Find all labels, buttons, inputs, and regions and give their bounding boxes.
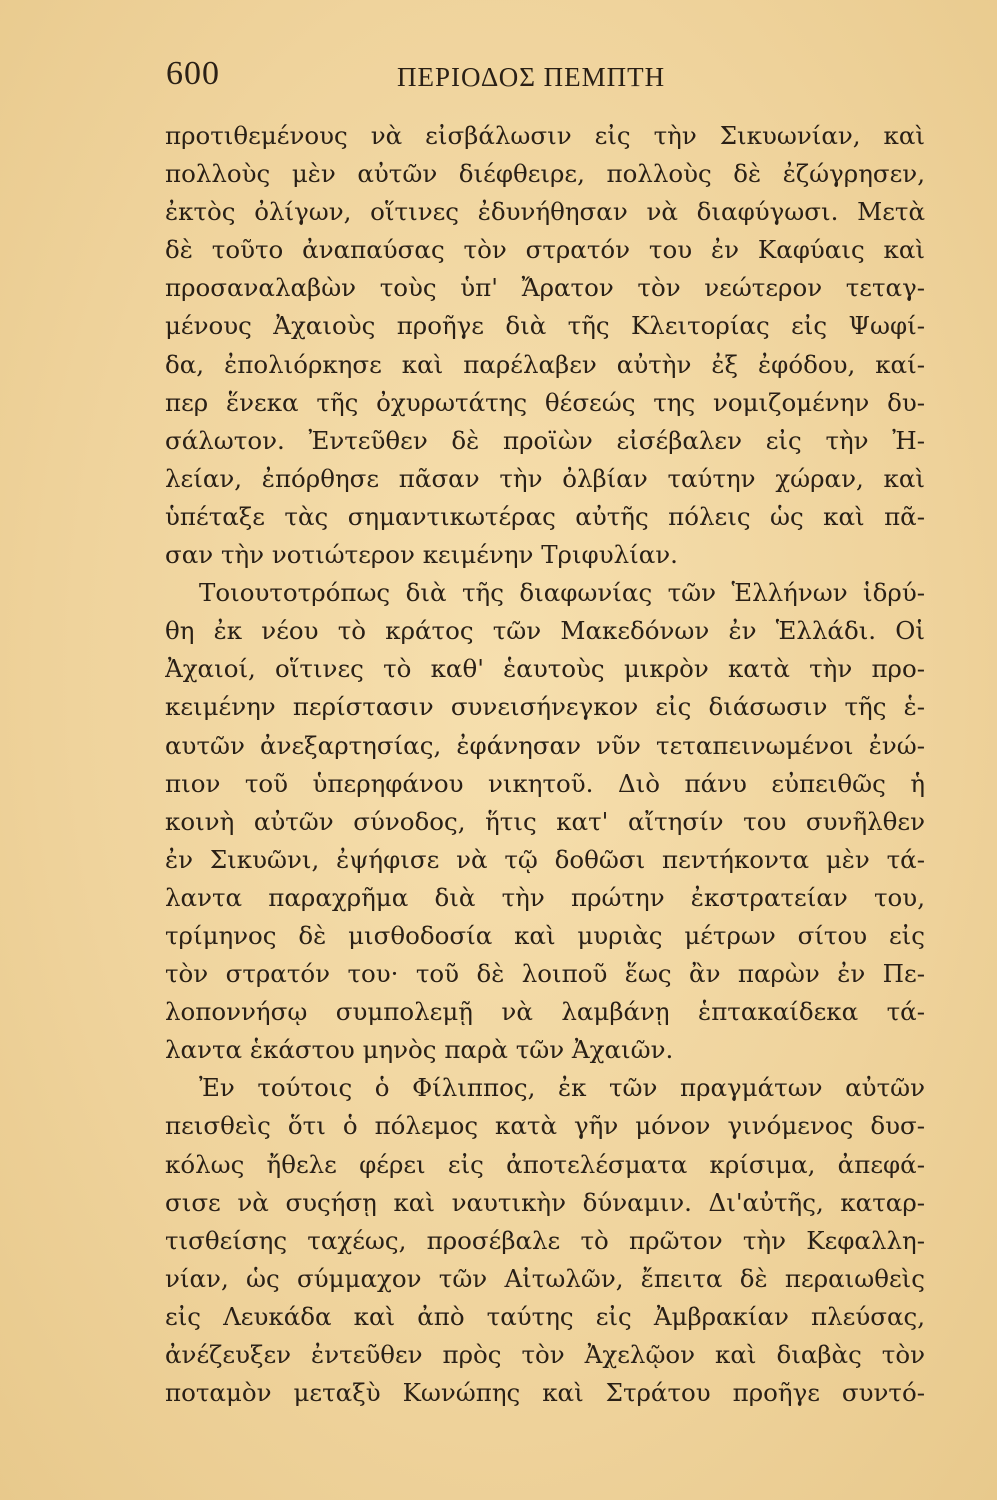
body-text — [165, 117, 925, 1412]
text-line: τισθείσης ταχέως, προσέβαλε τὸ πρῶτον τὴν Κεφαλλη- — [165, 1225, 925, 1255]
text-line: τὸν στρατόν του· τοῦ δὲ λοιποῦ ἕως ἂν παρὼν ἐν Πε- — [165, 959, 925, 989]
running-title: ΠΕΡΙΟΔΟΣ ΠΕΜΠΤΗ — [397, 62, 666, 92]
text-line: περ ἕνεκα τῆς ὀχυρωτάτης θέσεώς της νομιζομένην δυ- — [165, 387, 925, 417]
text-line: μένους Ἀχαιοὺς προῆγε διὰ τῆς Κλειτορίας εἰς Ψωφί- — [165, 311, 925, 341]
text-line: Τοιουτοτρόπως διὰ τῆς διαφωνίας τῶν Ἑλλήνων ἱδρύ- — [199, 578, 925, 608]
text-line: νίαν, ὡς σύμμαχον τῶν Αἰτωλῶν, ἔπειτα δὲ περαιωθεὶς — [165, 1263, 925, 1293]
text-line: πολλοὺς μὲν αὐτῶν διέφθειρε, πολλοὺς δὲ ἐζώγρησεν, — [165, 159, 925, 189]
text-line: θη ἐκ νέου τὸ κράτος τῶν Μακεδόνων ἐν Ἑλλάδι. Οἱ — [165, 616, 925, 646]
text-line: κειμένην περίστασιν συνεισήνεγκον εἰς διάσωσιν τῆς ἑ- — [165, 692, 925, 722]
text-line: πεισθεὶς ὅτι ὁ πόλεμος κατὰ γῆν μόνον γινόμενος δυσ- — [165, 1111, 925, 1141]
text-line: αυτῶν ἀνεξαρτησίας, ἐφάνησαν νῦν τεταπεινωμένοι ἐνώ- — [165, 730, 925, 760]
text-line: Ἀχαιοί, οἵτινες τὸ καθ' ἑαυτοὺς μικρὸν κατὰ τὴν προ- — [165, 654, 925, 684]
text-line: προτιθεμένους νὰ εἰσβάλωσιν εἰς τὴν Σικυωνίαν, καὶ — [165, 121, 925, 150]
text-line: κοινὴ αὐτῶν σύνοδος, ἥτις κατ' αἴτησίν του συνῆλθεν — [165, 806, 925, 836]
text-line: ἐν Σικυῶνι, ἐψήφισε νὰ τῷ δοθῶσι πεντήκοντα μὲν τά- — [165, 844, 925, 874]
page-number: 600 — [166, 55, 220, 92]
text-line: δα, ἐπολιόρκησε καὶ παρέλαβεν αὐτὴν ἐξ ἐφόδου, καί- — [165, 349, 925, 379]
page-header — [162, 55, 924, 103]
text-line: ποταμὸν μεταξὺ Κωνώπης καὶ Στράτου προῆγε συντό- — [165, 1378, 925, 1408]
text-line: προσαναλαβὼν τοὺς ὑπ' Ἄρατον τὸν νεώτερον τεταγ- — [165, 273, 925, 303]
text-line: σισε νὰ συςήσῃ καὶ ναυτικὴν δύναμιν. Δι'αὐτῆς, καταρ- — [165, 1187, 925, 1217]
text-line: κόλως ἤθελε φέρει εἰς ἀποτελέσματα κρίσιμα, ἀπεφά- — [165, 1149, 925, 1179]
text-line: λοποννήσῳ συμπολεμῇ νὰ λαμβάνῃ ἑπτακαίδεκα τά- — [165, 997, 925, 1027]
text-line: σάλωτον. Ἐντεῦθεν δὲ προϊὼν εἰσέβαλεν εἰς τὴν Ἠ- — [165, 425, 925, 455]
text-line: λαντα ἑκάστου μηνὸς παρὰ τῶν Ἀχαιῶν. — [165, 1035, 674, 1065]
text-line: Ἐν τούτοις ὁ Φίλιππος, ἐκ τῶν πραγμάτων αὐτῶν — [199, 1073, 925, 1103]
text-line: λαντα παραχρῆμα διὰ τὴν πρώτην ἐκστρατείαν του, — [165, 882, 925, 912]
text-line: ἀνέζευξεν ἐντεῦθεν πρὸς τὸν Ἀχελῷον καὶ διαβὰς τὸν — [165, 1340, 925, 1369]
text-line: ἐκτὸς ὀλίγων, οἵτινες ἐδυνήθησαν νὰ διαφύγωσι. Μετὰ — [165, 197, 925, 227]
text-line: σαν τὴν νοτιώτερον κειμένην Τριφυλίαν. — [165, 540, 678, 570]
text-line: εἰς Λευκάδα καὶ ἀπὸ ταύτης εἰς Ἀμβρακίαν πλεύσας, — [165, 1301, 925, 1331]
text-line: τρίμηνος δὲ μισθοδοσία καὶ μυριὰς μέτρων σίτου εἰς — [165, 920, 925, 950]
text-line: πιον τοῦ ὑπερηφάνου νικητοῦ. Διὸ πάνυ εὐπειθῶς ἡ — [165, 768, 925, 798]
text-line: λείαν, ἐπόρθησε πᾶσαν τὴν ὀλβίαν ταύτην χώραν, καὶ — [165, 463, 925, 493]
text-line: δὲ τοῦτο ἀναπαύσας τὸν στρατόν του ἐν Καφύαις καὶ — [165, 235, 925, 265]
text-line: ὑπέταξε τὰς σημαντικωτέρας αὐτῆς πόλεις ὡς καὶ πᾶ- — [165, 501, 925, 531]
